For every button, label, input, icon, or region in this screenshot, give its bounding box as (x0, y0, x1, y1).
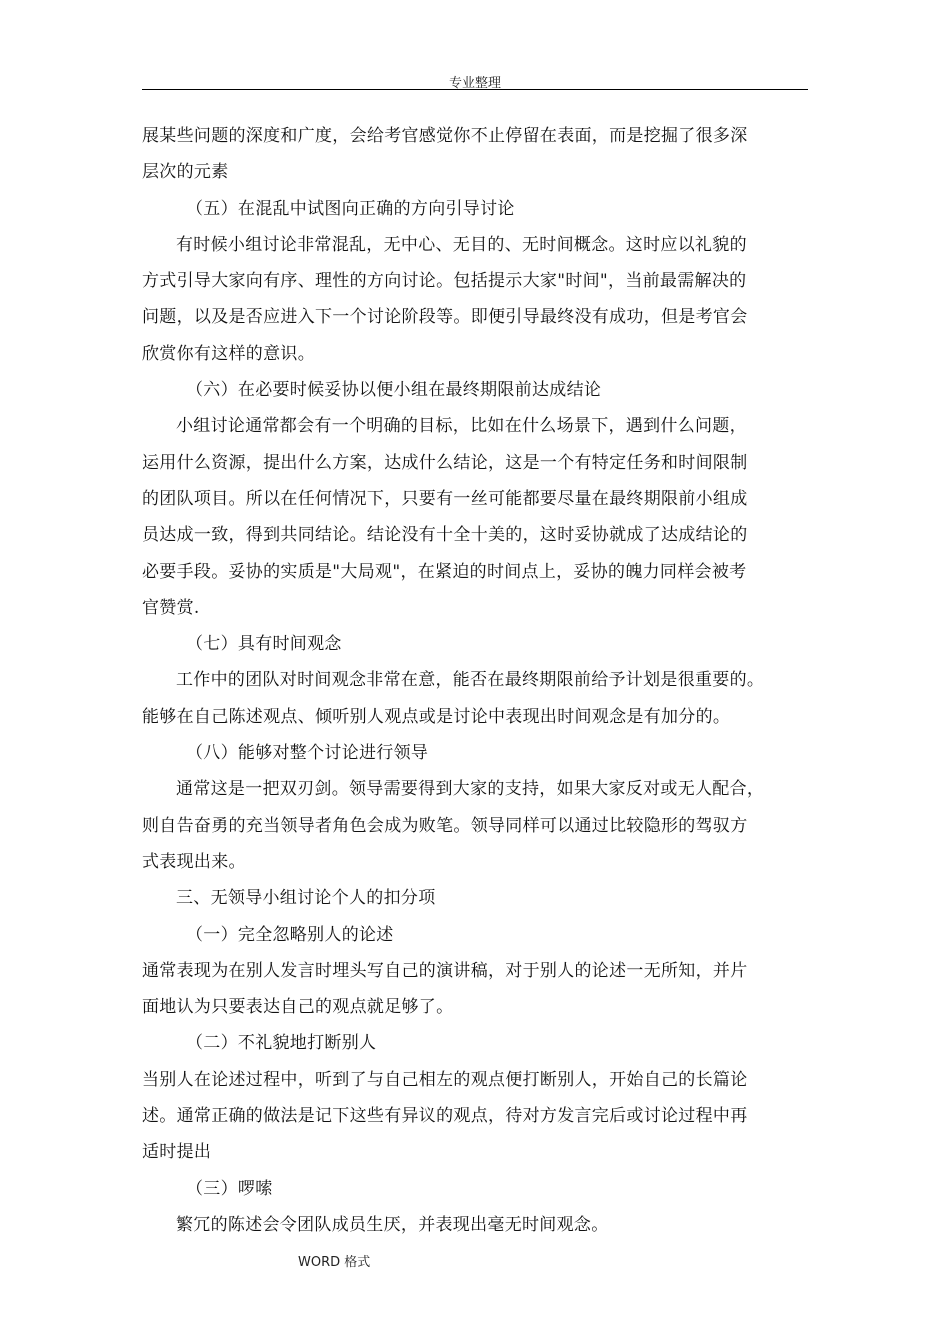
text-line: 工作中的团队对时间观念非常在意，能否在最终期限前给予计划是很重要的。 (176, 670, 765, 691)
text-line: 运用什么资源，提出什么方案，达成什么结论，这是一个有特定任务和时间限制 (142, 452, 748, 473)
section-heading: （五）在混乱中试图向正确的方向引导讨论 (186, 198, 515, 219)
section-heading: （一）完全忽略别人的论述 (186, 924, 394, 945)
text-line: 的团队项目。所以在任何情况下，只要有一丝可能都要尽量在最终期限前小组成 (142, 488, 748, 509)
section-heading: （二）不礼貌地打断别人 (186, 1033, 377, 1054)
section-heading: （三）啰嗦 (186, 1178, 273, 1199)
section-heading: （六）在必要时候妥协以便小组在最终期限前达成结论 (186, 380, 602, 401)
text-line: 通常表现为在别人发言时埋头写自己的演讲稿，对于别人的论述一无所知，并片 (142, 960, 748, 981)
text-line: 员达成一致，得到共同结论。结论没有十全十美的，这时妥协就成了达成结论的 (142, 525, 748, 546)
chapter-heading: 三、无领导小组讨论个人的扣分项 (176, 888, 436, 909)
text-line: 述。通常正确的做法是记下这些有异议的观点，待对方发言完后或讨论过程中再 (142, 1106, 748, 1127)
text-line: 适时提出 (142, 1142, 212, 1163)
text-line: 有时候小组讨论非常混乱，无中心、无目的、无时间概念。这时应以礼貌的 (176, 234, 747, 255)
text-line: 必要手段。妥协的实质是"大局观"，在紧迫的时间点上，妥协的魄力同样会被考 (142, 561, 747, 582)
text-line: 式表现出来。 (142, 851, 246, 872)
text-line: 通常这是一把双刃剑。领导需要得到大家的支持，如果大家反对或无人配合， (176, 779, 765, 800)
text-line: 方式引导大家向有序、理性的方向讨论。包括提示大家"时间"，当前最需解决的 (142, 271, 747, 292)
document-body (142, 118, 822, 1243)
text-line: 能够在自己陈述观点、倾听别人观点或是讨论中表现出时间观念是有加分的。 (142, 706, 731, 727)
text-line: 繁冗的陈述会令团队成员生厌，并表现出毫无时间观念。 (176, 1214, 609, 1235)
text-line: 问题，以及是否应进入下一个讨论阶段等。即便引导最终没有成功，但是考官会 (142, 307, 748, 328)
page-footer: WORD 格式 (298, 1255, 371, 1270)
section-heading: （七）具有时间观念 (186, 634, 342, 655)
text-line: 当别人在论述过程中，听到了与自己相左的观点便打断别人，开始自己的长篇论 (142, 1069, 748, 1090)
header-rule (142, 89, 808, 90)
text-line: 官赞赏. (142, 597, 200, 618)
text-line: 展某些问题的深度和广度，会给考官感觉你不止停留在表面，而是挖掘了很多深 (142, 126, 748, 146)
text-line: 欣赏你有这样的意识。 (142, 343, 315, 364)
text-line: 层次的元素 (142, 162, 229, 183)
section-heading: （八）能够对整个讨论进行领导 (186, 743, 429, 764)
text-line: 面地认为只要表达自己的观点就足够了。 (142, 997, 454, 1018)
text-line: 则自告奋勇的充当领导者角色会成为败笔。领导同样可以通过比较隐形的驾驭方 (142, 815, 748, 836)
page-header: 专业整理 (448, 76, 501, 91)
text-line: 小组讨论通常都会有一个明确的目标，比如在什么场景下，遇到什么问题， (176, 416, 747, 437)
